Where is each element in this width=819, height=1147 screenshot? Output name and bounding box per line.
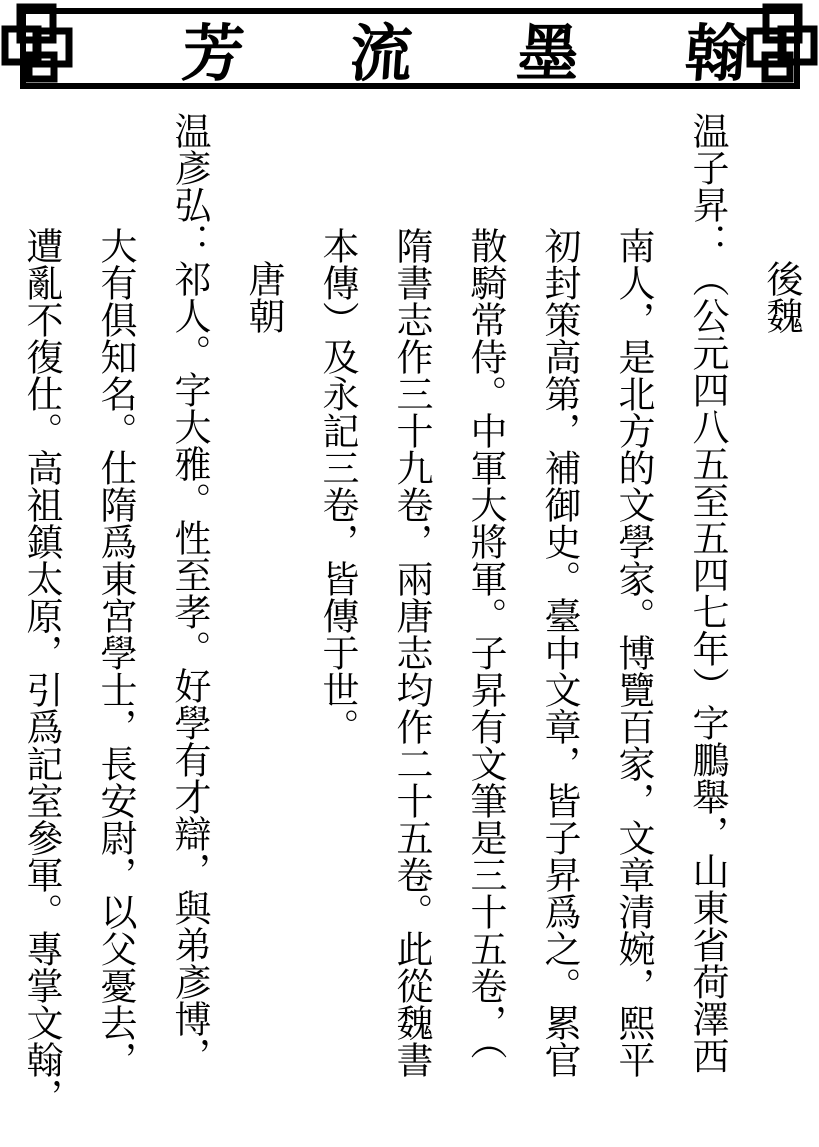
section-heading-houwei: 後魏 xyxy=(760,260,801,334)
entry-wenzisheng-line-5: 隋書志作三十九卷，兩唐志均作二十五卷。此從魏書 xyxy=(390,227,431,1078)
entry-wenyanhong-line-1: 温彥弘：祁人。字大雅。性至孝。好學有才辯，與弟彥博， xyxy=(168,112,209,1074)
title-char-fang: 芳 xyxy=(179,21,247,89)
entry-wenzisheng-line-4: 散騎常侍。中軍大將軍。子昇有文筆是三十五卷，（ xyxy=(464,227,505,1060)
entry-wenyanhong-line-2: 大有俱知名。仕隋爲東宮學士，長安尉，以父憂去， xyxy=(94,227,135,1078)
entry-wenyanhong-line-3: 遭亂不復仕。高祖鎮太原，引爲記室參軍。專掌文翰， xyxy=(20,227,61,1115)
title-banner xyxy=(0,0,819,110)
title-char-han: 翰 xyxy=(682,21,750,89)
banner-title xyxy=(0,18,819,92)
document-body xyxy=(3,112,817,1147)
section-heading-tangchao: 唐朝 xyxy=(242,260,283,334)
title-char-mo: 墨 xyxy=(514,21,582,89)
entry-wenzisheng-line-3: 初封策高第，補御史。臺中文章，皆子昇爲之。累官 xyxy=(538,227,579,1078)
entry-wenzisheng-line-1: 温子昇：（公元四八五至五四七年）字鵬舉，山東省荷澤西 xyxy=(686,112,727,1074)
entry-wenzisheng-line-6: 本傳）及永記三卷，皆傳于世。 xyxy=(316,227,357,745)
title-char-liu: 流 xyxy=(347,21,415,89)
entry-wenzisheng-line-2: 南人，是北方的文學家。博覽百家，文章清婉，熙平 xyxy=(612,227,653,1078)
